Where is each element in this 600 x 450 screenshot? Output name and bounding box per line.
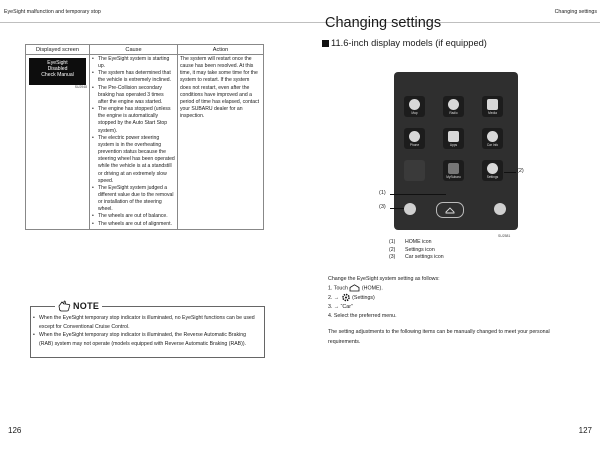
step-1 <box>328 284 440 293</box>
media-tile <box>482 96 503 117</box>
tile-label: Car Info <box>486 143 499 147</box>
mysubaru-tile <box>443 160 464 181</box>
header-left-text: EyeSight malfunction and temporary stop <box>4 9 101 15</box>
display-screen-illustration <box>394 72 518 230</box>
cause-item: • The electric power steering system is in the overheating prevention status because the steering wheel has been operated while the vehicle is at a standstill or driving at an extremely slow speed. <box>92 135 175 185</box>
home-icon <box>436 202 464 218</box>
legend-label: Settings icon <box>405 246 435 253</box>
step-2-text: 2. → <box>328 295 340 302</box>
cause-item: • The Pre-Collision secondary braking has operated 3 times after the engine was started. <box>92 85 175 106</box>
table-header-cell: Displayed screen <box>26 45 90 55</box>
steps-intro: Change the EyeSight system setting as follows: <box>328 276 440 282</box>
screen-line: Check Manual <box>41 72 74 79</box>
cause-cell <box>90 55 178 230</box>
legend-label: HOME icon <box>405 239 432 245</box>
callout-3: (3) <box>379 204 386 210</box>
mysubaru-icon <box>448 163 459 174</box>
note-item: • When the EyeSight temporary stop indicator is illuminated, the Reverse Automatic Braking (RAB) system may not operate (models equipped with Reverse Automatic Braking (RAB)). <box>33 331 259 348</box>
header-left-bar <box>0 0 300 23</box>
settings-tile <box>482 160 503 181</box>
cause-item: • The wheels are out of balance. <box>92 213 175 220</box>
legend-num: (1) <box>389 239 396 245</box>
legend-label: Car settings icon <box>405 254 444 261</box>
cause-list <box>92 56 175 228</box>
subtitle-text: 11.6-inch display models (if equipped) <box>331 38 487 48</box>
apps-icon <box>448 131 459 142</box>
phone-tile <box>404 128 425 149</box>
square-bullet-icon <box>322 40 329 47</box>
step-1-suffix: (HOME). <box>361 285 383 292</box>
procedure-steps <box>328 275 440 321</box>
settings-gear-icon <box>487 163 498 174</box>
tile-label: Map <box>411 111 418 115</box>
section-title: Changing settings <box>325 15 442 31</box>
callout-2: (2) <box>517 168 524 174</box>
eyesight-screen-image <box>29 58 86 85</box>
callout-line-1 <box>390 194 446 195</box>
legend-item <box>389 254 444 262</box>
tile-label: MySubaru <box>446 175 461 179</box>
step-2 <box>328 293 440 303</box>
cause-item: • The engine has stopped (unless the engine is automatically stopped by the Auto Start Stop system). <box>92 106 175 135</box>
tile-label: Radio <box>449 111 458 115</box>
legend-item <box>389 247 444 255</box>
figure-code: SU2581 <box>498 234 511 238</box>
note-item: • When the EyeSight temporary stop indicator is illuminated, no EyeSight functions can be used except for Conventional Cruise Control. <box>33 314 259 331</box>
legend-num: (3) <box>389 254 396 261</box>
cause-item: • The system has determined that the vehicle is extremely inclined. <box>92 70 175 84</box>
page-number-right: 127 <box>578 426 592 435</box>
callout-line-3 <box>390 208 404 209</box>
table-row <box>26 55 264 230</box>
adjustment-paragraph: The setting adjustments to the following items can be manually changed to meet your personal requirements. <box>328 329 550 345</box>
apps-tile <box>443 128 464 149</box>
page-number-left: 126 <box>8 426 22 435</box>
step-2-suffix: (Settings) <box>352 295 375 302</box>
cause-item: • The EyeSight system judged a different value due to the removal or installation of the steering wheel. <box>92 185 175 214</box>
screen-image-code: SU2948 <box>74 85 87 89</box>
phone-icon <box>409 131 420 142</box>
note-list <box>33 314 259 348</box>
figure-legend <box>389 239 444 262</box>
note-label: NOTE <box>73 300 100 311</box>
blank-tile <box>404 160 425 181</box>
callout-1: (1) <box>379 190 386 196</box>
car-settings-icon <box>404 203 416 215</box>
tile-label: Settings <box>486 175 499 179</box>
screen-line: EyeSight <box>47 60 68 66</box>
table-header-cell: Cause <box>90 45 178 55</box>
tile-label: Media <box>488 111 497 115</box>
home-glyph <box>437 203 463 217</box>
table-header-cell: Action <box>178 45 264 55</box>
car-info-tile <box>482 128 503 149</box>
map-tile <box>404 96 425 117</box>
step-4: 4. Select the preferred menu. <box>328 313 397 320</box>
screen-line: Disabled <box>47 66 68 73</box>
step-1-text: 1. Touch <box>328 285 348 292</box>
tile-label: Phone <box>409 143 420 147</box>
action-cell: The system will restart once the cause has been resolved. At this time, it may take some time for the system to restart. If the system does not restart, even after the conditions have improved and a period of time has elapsed, contact your SUBARU dealer for an inspection. <box>178 55 264 230</box>
car-info-icon <box>487 131 498 142</box>
legend-num: (2) <box>389 246 396 253</box>
section-subtitle <box>322 38 487 48</box>
table-header-row <box>26 45 264 55</box>
media-icon <box>487 99 498 110</box>
displayed-screen-cell <box>26 55 90 230</box>
settings-inline-icon <box>341 293 351 302</box>
callout-line-2 <box>504 172 516 173</box>
step-3: 3. → “Car” <box>328 304 353 311</box>
note-hand-icon <box>58 300 71 312</box>
legend-item <box>389 239 444 247</box>
home-inline-icon <box>349 284 360 292</box>
cause-item: • The EyeSight system is starting up. <box>92 56 175 70</box>
cause-item: • The wheels are out of alignment. <box>92 221 175 228</box>
apps-shortcut-icon <box>494 203 506 215</box>
map-icon <box>409 99 420 110</box>
malfunction-table <box>25 44 264 230</box>
note-badge <box>55 297 102 312</box>
tile-label: Apps <box>449 143 458 147</box>
header-right-text: Changing settings <box>554 9 597 15</box>
radio-icon <box>448 99 459 110</box>
radio-tile <box>443 96 464 117</box>
